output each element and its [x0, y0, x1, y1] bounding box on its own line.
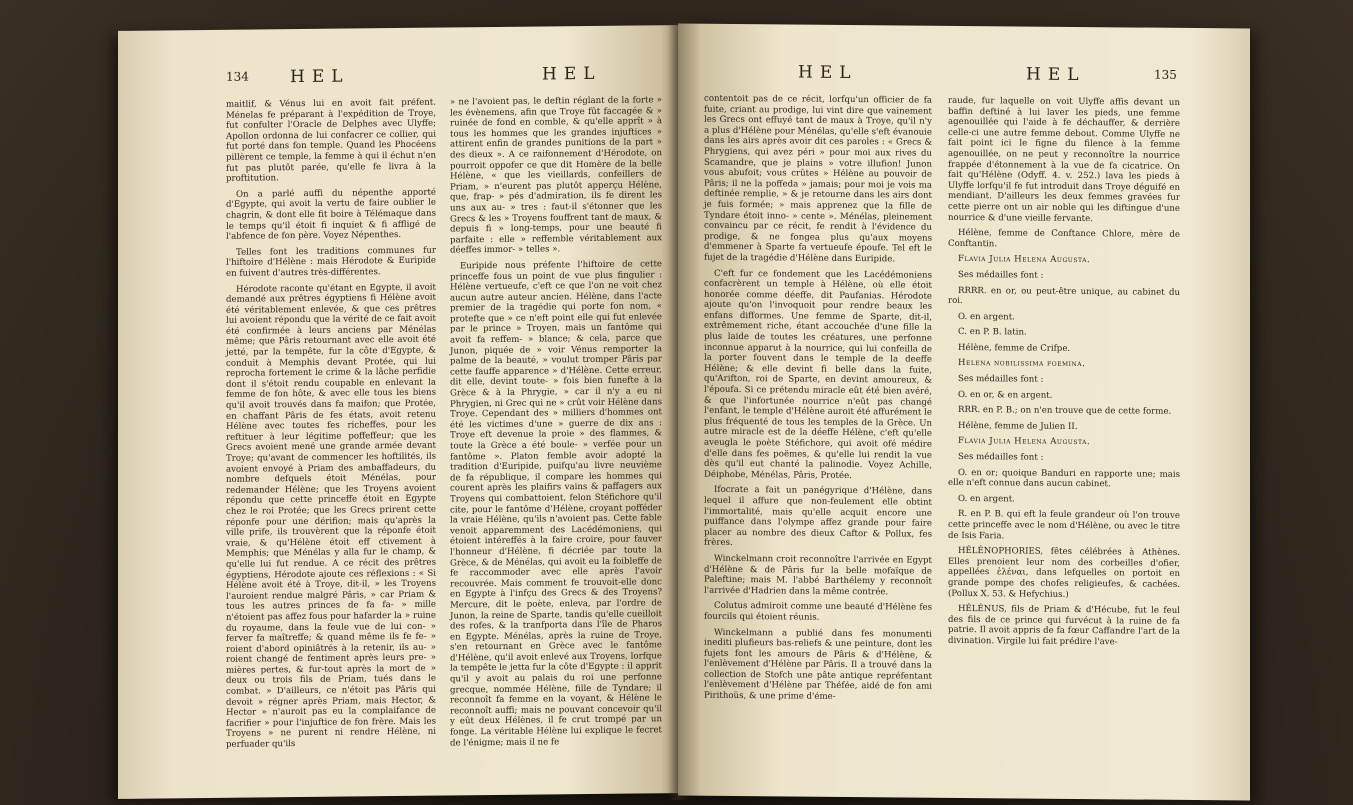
- left-column-2: [450, 95, 662, 787]
- paragraph: O. en argent.: [958, 493, 1015, 505]
- paragraph: O. en or; quoique Banduri en rapporte une; mais elle n'eft connue dans aucun cabinet.: [948, 467, 1180, 490]
- paragraph: maitlif, & Vénus lui en avoit fait préfent. Ménelas fe préparant à l'expédition de Troye, fut confulter l'Oracle de Delphes avec Ulyffe; Apollon ordonna de lui confacrer ce collier, qui fut porté dans fon temple. Quand les Phocéens pillèrent ce temple, la femme à qui il échut n'en fut pas plutôt parée, qu'elle fe livra à la proftitution.: [226, 97, 436, 184]
- paragraph: On a parlé auffi du népenthe apporté d'Egypte, qui avoit la vertu de faire oublier le chagrin, & dont elle fit boire à Télémaque dans le temps qu'il étoit fi inquiet & fi affligé de l'abfence de fon père. Voyez Népenthes.: [226, 187, 436, 242]
- right-page-header: [678, 64, 1250, 97]
- right-column-1: [704, 94, 932, 786]
- entry-heading: Hélène, femme de Julien II.: [958, 420, 1078, 432]
- entry-paragraph: HÉLÉNOPHORIES, fêtes célébrées à Athènes. Elles prenoient leur nom des corbeilles d'ofier, appellées ἑλέναι, dans lefquelles on portoit en grande pompe des chofes religieufes, & cachées. (Pollux X. 53. & Hefychius.): [948, 546, 1180, 600]
- medal-legend: Flavia Julia Helena Augusta.: [958, 254, 1091, 266]
- left-page-header: [118, 65, 678, 99]
- left-column-1: [226, 98, 436, 790]
- paragraph: contentoit pas de ce récit, lorfqu'un officier de fa fuite, criant au prodige, lui vint dire que vainement les Grecs ont effuyé tant de maux à Troye, qu'il n'y a plus d'Hélène pour Ménélas, qu'elle s'eft évanouie dans les airs après avoir dit ces paroles : « Grecs & Phrygiens, qui avez péri » pour moi aux rives du Scamandre, que je plains » votre illufion! Junon vous abufoit; vous crûtes » Hélène au pouvoir de Pâris; il ne la poffeda » jamais; pour moi je vois ma deftinée remplie, » & je retourne dans les airs dont je fuis formée; » mais apprenez que la fille de Tyndare étoit inno- » cente ». Ménélas, pleinement convaincu par ce récit, fe rendit à l'évidence du prodige, & ne fongea plus qu'aux moyens d'emmener à Sparte fa vertueufe époufe. Tel eft le fujet de la tragédie d'Hélène dans Euripide.: [704, 93, 932, 265]
- right-column-2: [948, 96, 1180, 788]
- paragraph: Hérodote raconte qu'étant en Egypte, il avoit demandé aux prêtres égyptiens fi Hélène avoit été véritablement enlevée, & que ces prêtres lui avoient répondu que la vérité de ce fait avoit été confirmée à leurs anciens par Ménélas même; que Pâris retournant avec elle avoit été jetté, par la tempête, fur la côte d'Egypte, & conduit à Memphis devant Protée, qui lui reprocha fortement le crime & la lâche perfidie dont il s'étoit rendu coupable en enlevant la femme de fon hôte, & avec elle tous les biens qu'il avoit trouvés dans fa maifon; que Protée, en chaffant Pâris de fes états, avoit retenu Hélène avec toutes fes richeffes, pour les reftituer à leur légitime poffeffeur; que les Grecs avoient mené une grande armée devant Troye; qu'avant de commencer les hoftilités, ils avoient envoyé à Priam des ambaffadeurs, du nombre defquels étoit Ménélas, pour redemander Hélène; que les Troyens avoient répondu que cette princeffe étoit en Egypte chez le roi Protée; que les Grecs prirent cette réponfe pour une dérifion; mais qu'après la ville prife, ils trouvèrent que la réponfe étoit vraie, & qu'Hélène étoit eff ctivement à Memphis; que Ménélas y alla fur le champ, & qu'elle lui fut rendue. A ce récit des prêtres égyptiens, Hérodote ajoute ces réflexions : « Si Hélène avoit été à Troye, dit-il, » les Troyens l'auroient rendue malgré Pâris, » car Priam & tous les autres princes de fa fa- » mille n'étoient pas affez fous pour hafarder la » ruine du royaume, dans la feule vue de lui con- » ferver fa maîtreffe; & quand même ils fe fe- » roient d'abord opiniâtrés à la retenir, ils au- » roient changé de fentiment après leurs pre- » mières pertes, & fur-tout après la mort de » deux ou trois fils de Priam, tués dans le combat. » D'ailleurs, ce n'étoit pas Pâris qui devoit » régner après Priam, mais Hector, & Hector » n'auroit pas eu la complaifance de facrifier » pour l'injuftice de fon frère. Mais les Troyens » ne purent ni rendre Hélène, ni perfuader qu'ils: [226, 282, 436, 750]
- medal-legend: Helena nobilissima foemina.: [958, 358, 1086, 370]
- paragraph: Euripide nous préfente l'hiftoire de cette princeffe fous un point de vue plus fingulier : Hélène vertueufe, c'eft ce que l'on ne voit chez aucun autre auteur ancien. Hélène, dans l'acte premier de la tragédie qui porte fon nom, « protefte que » ce n'eft point elle qui fut enlevée par le prince » Troyen, mais un fantôme qui avoit fa reffem- » blance; & cela, parce que Junon, piquée de » voir Vénus remporter la palme de la beauté, » voulut tromper Pâris par cette fauffe apparence » d'Hélène. Cette erreur, dit elle, devint toute- » fois bien funefte à la Grèce & à la Phrygie, » car il n'y a eu ni Phrygien, ni Grec qui ne » crût voir Hélène dans Troye. Cependant des » milliers d'hommes ont été les victimes d'une » guerre de dix ans : Troye eft devenue la proie » des flammes, & toute la Grèce a été boule- » verfée pour un fantôme ». Platon femble avoir adopté la tradition d'Euripide, puifqu'au livre neuvième de fa république, il compare les hommes qui courent après les plaifirs vains & paffagers aux Troyens qui combattoient, felon Stéfichore qu'il cite, pour le fantôme d'Hélène, croyant pofféder la vraie Hélène, qu'ils n'avoient pas. Cette fable venoit apparemment des Lacédémoniens, qui étoient intéreffés à la faire croire, pour fauver l'honneur d'Hélène, fi décriée par toute la Grèce, & de Ménélas, qui avoit eu la foibleffe de fe raccommoder avec elle après l'avoir recouvrée. Mais comment fe trouvoit-elle donc en Egypte à l'infçu des Grecs & des Troyens? Mercure, dit le poète, enleva, par l'ordre de Junon, la reine de Sparte, tandis qu'elle cueilloit des rofes, & la tranfporta dans l'île de Pharos en Egypte. Ménélas, après la ruine de Troye, s'en retournant en Grèce avec le fantôme d'Hélène, qu'il avoit enlevé aux Troyens, lorfque la tempête le jetta fur la côte d'Egypte : il apprit qu'il y avoit au palais du roi une perfonne grecque, nommée Hélène, fille de Tyndare; il reconnoît fa femme en la voyant, & Hélène le reconnoît auffi; mais ne pouvant concevoir qu'il y eût deux Hélènes, il fe crut trompé par un fonge. La véritable Hélène lui explique le fecret de l'énigme; mais il ne fe: [450, 259, 662, 749]
- paragraph: C. en P. B. latin.: [958, 327, 1027, 338]
- paragraph: Ifocrate a fait un panégyrique d'Hélène, dans lequel il affure que non-feulement elle obtint l'immortalité, mais qu'elle acquit encore une puiffance dans l'olympe affez grande pour faire placer au nombre des dieux Caftor & Pollux, fes frères.: [704, 485, 932, 549]
- paragraph: O. en or, & en argent.: [958, 389, 1053, 401]
- paragraph: Ses médailles font :: [958, 269, 1044, 281]
- paragraph: RRR. en P. B.; on n'en trouve que de cette forme.: [958, 405, 1172, 418]
- running-head: HEL: [798, 62, 858, 84]
- paragraph: raude, fur laquelle on voit Ulyffe affis devant un baffin deftiné à lui laver les pieds, une femme agenouillée qui l'aide à fe déchauffer, & derrière celle-ci une autre femme debout. Comme Ulyffe ne fait point ici le figne du filence à la femme agenouillée, on ne peut y reconnoître la nourrice frappée d'étonnement à la vue de fa cicatrice. On fait qu'Hélène (Odyff. 4. v. 252.) lava les pieds à Ulyffe lorfqu'il fe fut introduit dans Troye déguifé en mendiant. D'ailleurs les deux femmes gravées fur cette pierre ont un air noble qui les diftingue d'une nourrice & d'une vieille fervante.: [948, 95, 1180, 224]
- entry-heading: Hélène, femme de Crifpe.: [958, 342, 1071, 354]
- paragraph: Ses médailles font :: [958, 451, 1044, 463]
- paragraph: Ses médailles font :: [958, 374, 1044, 385]
- left-page: [118, 25, 678, 799]
- entry-heading: Hélène, femme de Conftance Chlore, mère de Conftantin.: [948, 228, 1180, 250]
- running-head: HEL: [1026, 64, 1086, 86]
- page-number: 135: [1154, 67, 1177, 82]
- running-head: HEL: [290, 66, 350, 88]
- paragraph: RRRR. en or, ou peut-être unique, au cabinet du roi.: [948, 285, 1180, 307]
- entry-paragraph: HÉLÉNUS, fils de Priam & d'Hécube, fut le feul des fils de ce prince qui furvécut à la ruine de fa patrie. Il avoit appris de fa fœur Caffandre l'art de la divination. Virgile lui fait prédire l'ave-: [948, 604, 1180, 648]
- paragraph: Winckelmann croit reconnoître l'arrivée en Egypt d'Hélène & de Pâris fur la belle mofaïque de Paleftine; mais M. l'abbé Barthélemy y reconnoît l'arrivée d'Hadrien dans la même contrée.: [704, 553, 932, 598]
- running-head: HEL: [542, 63, 602, 85]
- paragraph: C'eft fur ce fondement que les Lacédémoniens confacrèrent un temple à Hélène, où elle étoit honorée comme déeffe, dit Paufanias. Hérodote ajoute qu'on l'invoquoit pour rendre beaux les enfans difformes. Une femme de Sparte, dit-il, extrêmement riche, étant accouchée d'une fille la plus laide de toutes les créatures, une perfonne inconnue apparut à la nourrice, qui lui confeilla de la porter fouvent dans le temple de la deeffe Hélène; & elle devint fi belle dans la fuite, qu'Arifton, roi de Sparte, en devint amoureux, & l'époufa. Si ce prétendu miracle eût été bien avéré, & que l'infortunée nourrice n'eût pas changé l'enfant, le temple d'Hélène auroit été affurément le plus fréquenté de tous les temples de la Grèce. Un autre miracle est de la déeffe Hélène, c'eft qu'elle aveugla le poète Stéfichore, qui avoit ofé médire d'elle dans fes poëmes, & qu'elle lui rendit la vue dès qu'il eut chanté la palinodie. Voyez Achille, Déiphobe, Ménélas, Pâris, Protée.: [704, 268, 932, 481]
- paragraph: » ne l'avoient pas, le deftin réglant de la forte » les évènemens, afin que Troye fût faccagée & » ruinée de fond en comble, & qu'elle apprît » à tous les hommes que les grandes injuftices » attirent enfin de grandes punitions de la part » des dieux ». A ce raifonnement d'Hérodote, on pourroit oppofer ce que dit Homère de la belle Hélène, « que les vieillards, confeillers de Priam, » n'eurent pas plutôt apperçu Hélène, que, frap- » pés d'admiration, ils fe dirent les uns aux au- » tres : faut-il s'étonner que les Grecs & les » Troyens fouffrent tant de maux, & depuis fi » long-temps, pour une beauté fi parfaite : elle » reffemble véritablement aux déeffes immor- » telles ».: [450, 95, 662, 256]
- page-number: 134: [226, 69, 249, 84]
- paragraph: O. en argent.: [958, 311, 1015, 323]
- paragraph: Winckelmann a publié dans fes monumenti inediti plufieurs bas-reliefs & une peinture, dont les fujets font les amours de Pâris & d'Hélène, & l'enlèvement d'Hélène par Pâris. Il a trouvé dans la collection de Stofch une pâte antique repréfentant l'enlèvement d'Hélène par Théfée, aidé de fon ami Pirithoüs, & une prime d'éme-: [704, 627, 932, 702]
- paragraph: Colutus admiroit comme une beauté d'Hélène fes fourcils qui étoient réunis.: [704, 601, 932, 623]
- right-page: [678, 24, 1250, 801]
- paragraph: Telles font les traditions communes fur l'hiftoire d'Hélène : mais Hérodote & Euripide en fuivent d'autres très-différentes.: [226, 245, 436, 279]
- medal-legend: Flavia Julia Helena Augusta.: [958, 436, 1091, 448]
- paragraph: R. en P. B. qui eft la feule grandeur où l'on trouve cette princeffe avec le nom d'Hélène, ou avec le titre de Isis Faria.: [948, 509, 1180, 541]
